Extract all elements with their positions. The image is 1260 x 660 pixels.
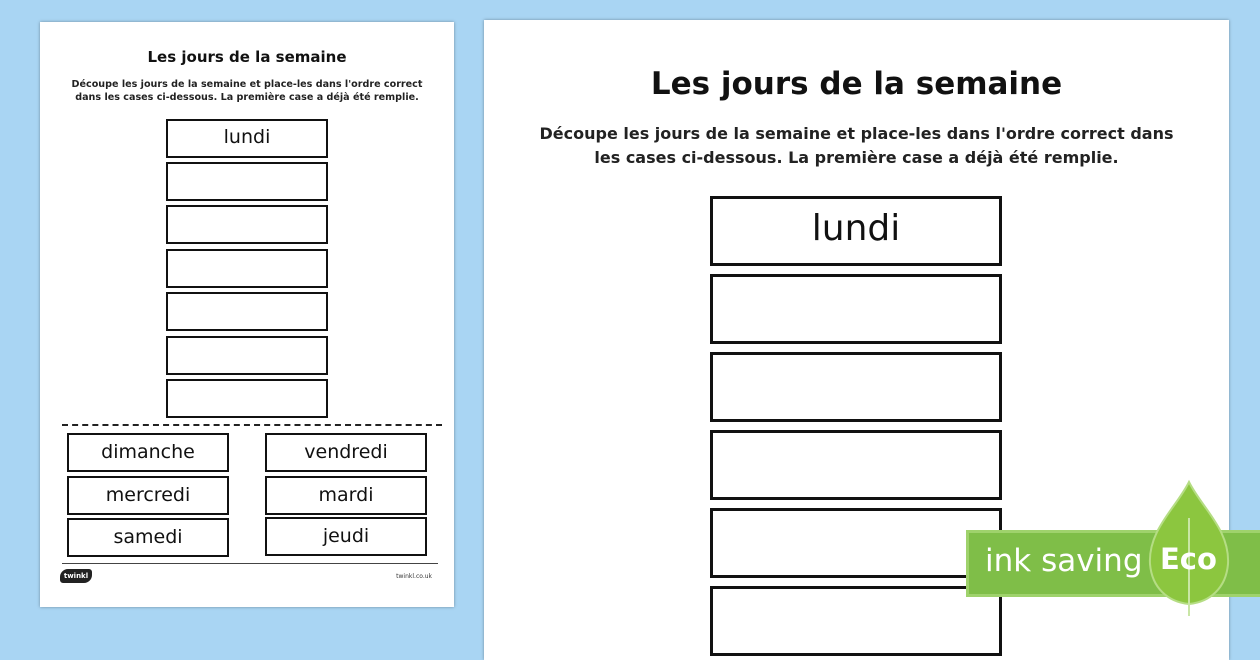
answer-slot: [710, 508, 1002, 578]
cutout-card: vendredi: [265, 433, 427, 472]
answer-slot: [166, 162, 328, 201]
answer-slot-filled: lundi: [710, 196, 1002, 266]
answer-slot: [710, 352, 1002, 422]
thumbnail-page: [40, 22, 454, 607]
answer-slot: [710, 274, 1002, 344]
answer-slot: [710, 430, 1002, 500]
cutout-card: mercredi: [67, 476, 229, 515]
answer-slot: [166, 292, 328, 331]
ink-saving-label: ink saving: [985, 543, 1143, 579]
answer-slot: [166, 379, 328, 418]
answer-slot: [166, 205, 328, 244]
cutout-card: samedi: [67, 518, 229, 557]
footer-divider: [62, 563, 438, 564]
eco-label: Eco: [1160, 542, 1217, 576]
answer-slot-filled: lundi: [166, 119, 328, 158]
cut-line: [62, 424, 442, 426]
cutout-card: mardi: [265, 476, 427, 515]
thumbnail-title: Les jours de la semaine: [147, 48, 347, 66]
answer-slot: [710, 586, 1002, 656]
cutout-card: jeudi: [265, 517, 427, 556]
page-instructions: Découpe les jours de la semaine et place-les dans l'ordre correct dans les cases ci-dessous. La première case a déjà été remplie.: [539, 124, 1174, 167]
answer-slot: [166, 336, 328, 375]
twinkl-logo: twinkl: [60, 569, 92, 583]
page-title: Les jours de la semaine: [650, 66, 1063, 102]
cutout-card: dimanche: [67, 433, 229, 472]
answer-slot: [166, 249, 328, 288]
thumbnail-instructions: Découpe les jours de la semaine et place-les dans l'ordre correct dans les cases ci-dessous. La première case a déjà été remplie.: [71, 79, 423, 103]
footer-site: twinkl.co.uk: [396, 573, 432, 580]
